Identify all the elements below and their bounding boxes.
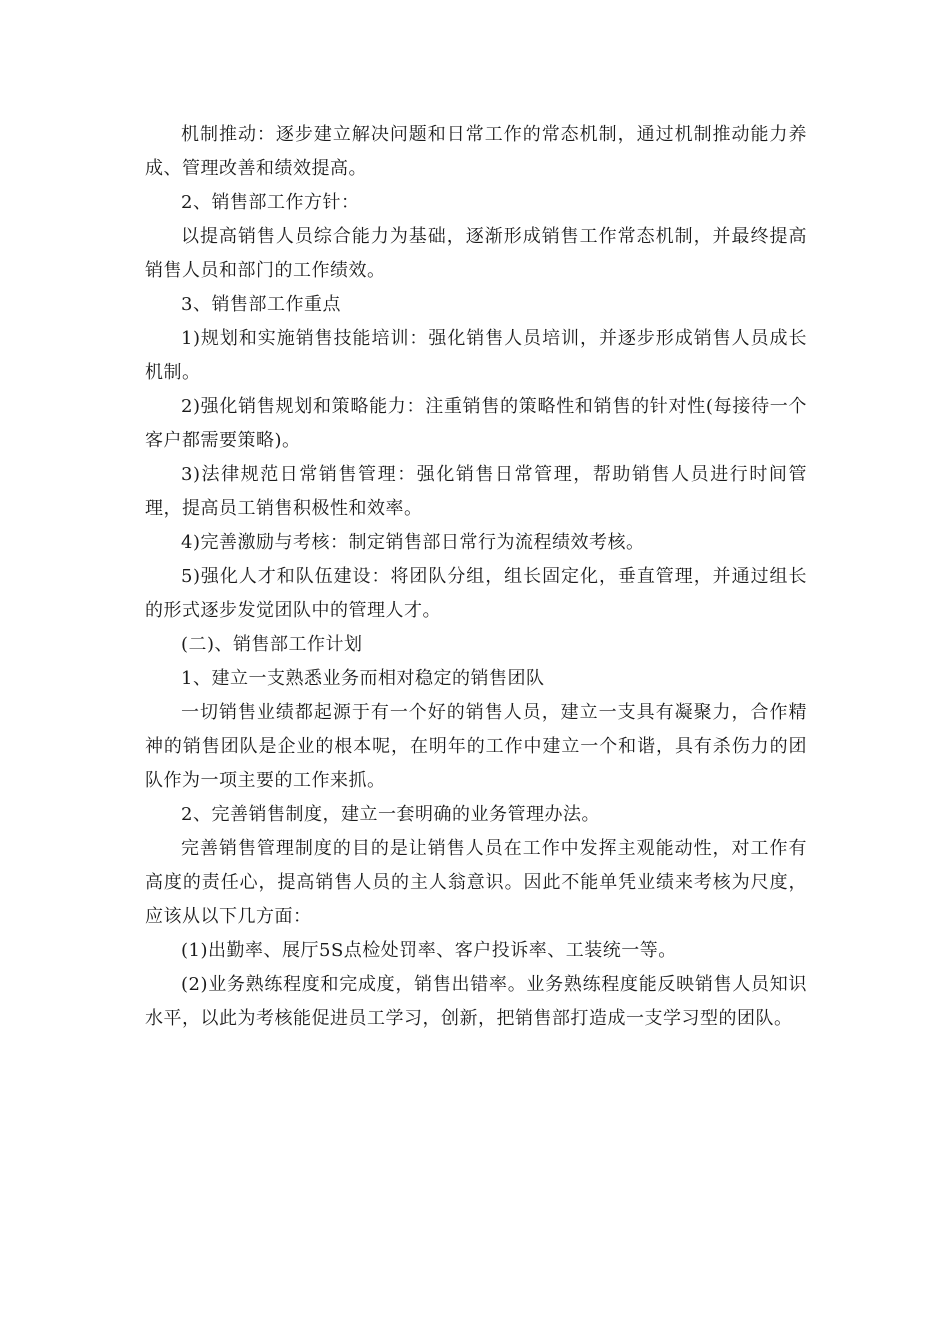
paragraph-plan-2: 完善销售管理制度的目的是让销售人员在工作中发挥主观能动性，对工作有高度的责任心，提高销售人员的主人翁意识。因此不能单凭业绩来考核为尺度，应该从以下几方面： — [145, 838, 807, 927]
list-item-focus-4: 4)完善激励与考核：制定销售部日常行为流程绩效考核。 — [181, 532, 645, 553]
heading-plan-2: 2、完善销售制度，建立一套明确的业务管理办法。 — [181, 804, 600, 825]
paragraph-work-policy: 以提高销售人员综合能力为基础，逐渐形成销售工作常态机制，并最终提高销售人员和部门的工作绩效。 — [145, 226, 807, 281]
heading-plan-1: 1、建立一支熟悉业务而相对稳定的销售团队 — [181, 668, 545, 689]
heading-work-policy: 2、销售部工作方针： — [181, 192, 360, 213]
list-item-focus-5: 5)强化人才和队伍建设：将团队分组，组长固定化，垂直管理，并通过组长的形式逐步发觉团队中的管理人才。 — [145, 566, 807, 621]
list-item-criteria-2: (2)业务熟练程度和完成度，销售出错率。业务熟练程度能反映销售人员知识水平，以此为考核能促进员工学习，创新，把销售部打造成一支学习型的团队。 — [145, 974, 807, 1029]
heading-work-focus: 3、销售部工作重点 — [181, 294, 341, 315]
list-item-focus-3: 3)法律规范日常销售管理：强化销售日常管理，帮助销售人员进行时间管理，提高员工销售积极性和效率。 — [145, 464, 807, 519]
list-item-focus-1: 1)规划和实施销售技能培训：强化销售人员培训，并逐步形成销售人员成长机制。 — [145, 328, 807, 383]
list-item-criteria-1: (1)出勤率、展厅5S点检处罚率、客户投诉率、工装统一等。 — [181, 940, 677, 961]
paragraph-plan-1: 一切销售业绩都起源于有一个好的销售人员，建立一支具有凝聚力，合作精神的销售团队是企业的根本呢，在明年的工作中建立一个和谐，具有杀伤力的团队作为一项主要的工作来抓。 — [145, 702, 807, 791]
paragraph-mechanism: 机制推动：逐步建立解决问题和日常工作的常态机制，通过机制推动能力养成、管理改善和绩效提高。 — [145, 124, 807, 179]
list-item-focus-2: 2)强化销售规划和策略能力：注重销售的策略性和销售的针对性(每接待一个客户都需要策略)。 — [145, 396, 807, 451]
heading-work-plan: (二)、销售部工作计划 — [181, 634, 363, 655]
document-page — [145, 118, 807, 1036]
